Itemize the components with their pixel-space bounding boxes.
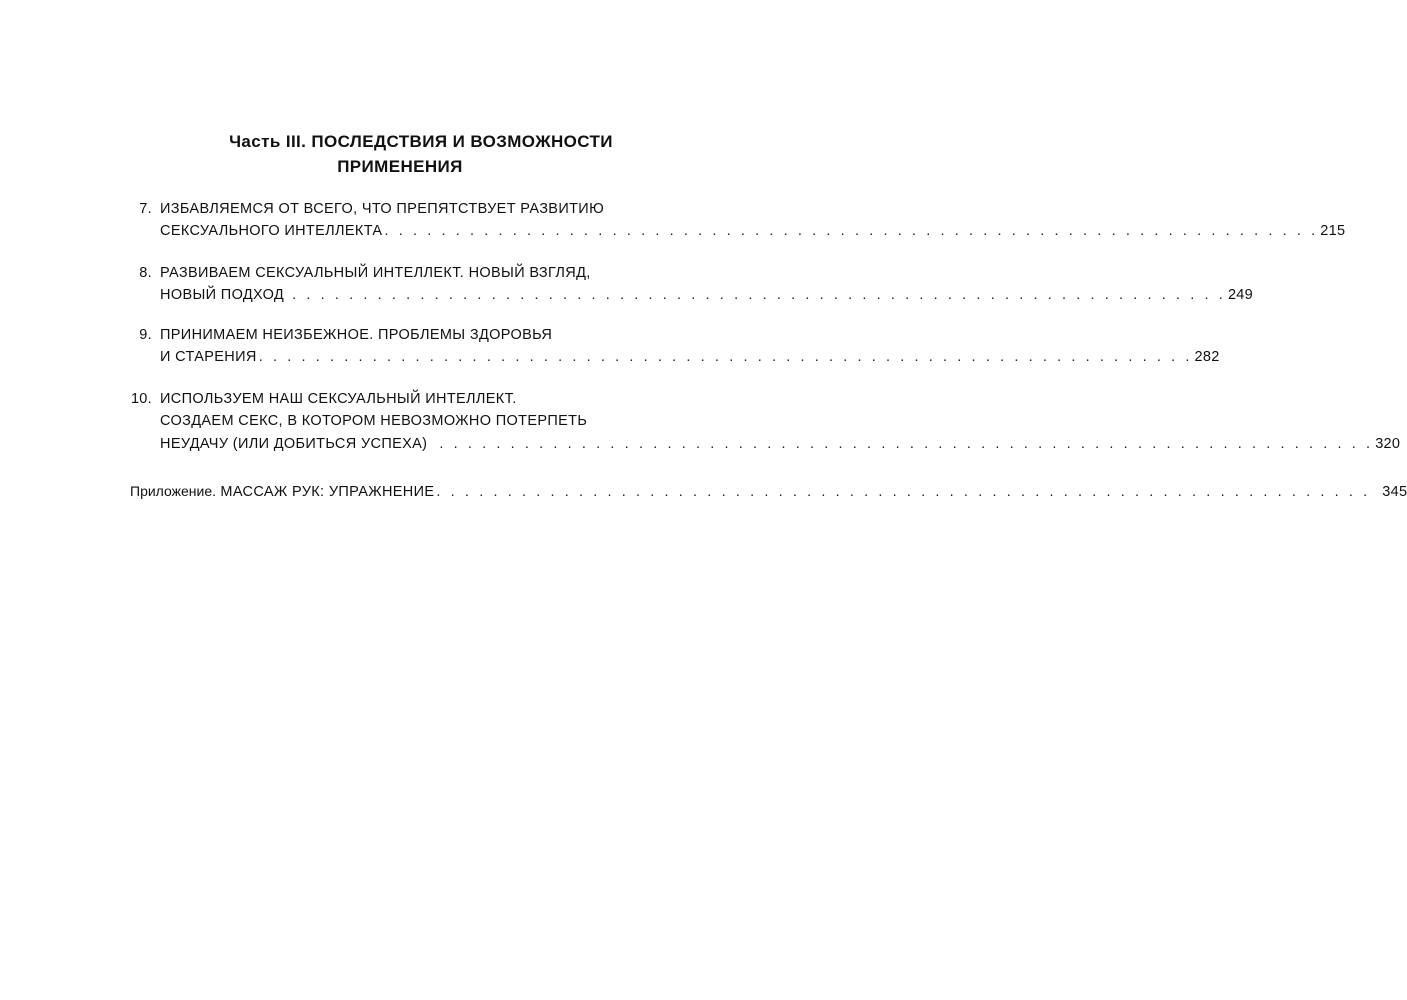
leader-dots: . . . . . . . . . . . . . . . . . . . . . . . . . . . . . . . . . . . . . . . . . . . . . . . . . . . . . . . . . . . . . . . . . . — [258, 349, 1193, 365]
leader-dots: . . . . . . . . . . . . . . . . . . . . . . . . . . . . . . . . . . . . . . . . . . . . . . . . . . . . . . . . . . . . . . . . . . — [436, 484, 1371, 500]
page-number: 215 — [1320, 223, 1346, 239]
leader-dots: . . . . . . . . . . . . . . . . . . . . . . . . . . . . . . . . . . . . . . . . . . . . . . . . . . . . . . . . . . . . . . . . . . — [292, 287, 1226, 303]
chapter-title-line: ИСПОЛЬЗУЕМ НАШ СЕКСУАЛЬНЫЙ ИНТЕЛЛЕКТ. — [160, 391, 517, 407]
chapter-title-last-line — [160, 284, 1254, 306]
page-number: 249 — [1227, 287, 1254, 303]
page-number: 282 — [1194, 349, 1220, 365]
chapter-title-text: СЕКСУАЛЬНОГО ИНТЕЛЛЕКТА — [160, 223, 383, 239]
chapter-title-last-line — [160, 220, 1346, 242]
chapter-title-text: НОВЫЙ ПОДХОД — [160, 287, 285, 303]
chapter-number: 8. — [139, 265, 152, 281]
chapter-title-line: РАЗВИВАЕМ СЕКСУАЛЬНЫЙ ИНТЕЛЛЕКТ. НОВЫЙ ВЗГЛЯД, — [160, 265, 591, 281]
leader-dots: . . . . . . . . . . . . . . . . . . . . . . . . . . . . . . . . . . . . . . . . . . . . . . . . . . . . . . . . . . . . . . . . . . — [439, 436, 1374, 452]
chapter-number: 9. — [139, 327, 152, 343]
chapter-title-last-line — [160, 433, 1401, 455]
chapter-title-line: ИЗБАВЛЯЕМСЯ ОТ ВСЕГО, ЧТО ПРЕПЯТСТВУЕТ РАЗВИТИЮ — [160, 201, 605, 217]
page-number: 320 — [1375, 436, 1401, 452]
part-title-line2: ПРИМЕНЕНИЯ — [337, 157, 463, 176]
appendix-title — [130, 480, 434, 503]
chapter-title-text: И СТАРЕНИЯ — [160, 349, 257, 365]
part-title-line1: Часть III. ПОСЛЕДСТВИЯ И ВОЗМОЖНОСТИ — [229, 132, 613, 151]
chapter-number: 10. — [130, 391, 152, 407]
toc-entry-appendix — [130, 480, 1407, 503]
page-number: 345 — [1382, 484, 1407, 500]
chapter-title-line: СОЗДАЕМ СЕКС, В КОТОРОМ НЕВОЗМОЖНО ПОТЕРПЕТЬ — [160, 413, 588, 429]
chapter-title-line: ПРИНИМАЕМ НЕИЗБЕЖНОЕ. ПРОБЛЕМЫ ЗДОРОВЬЯ — [160, 327, 553, 343]
chapter-title-last-line — [160, 346, 1220, 368]
leader-dots: . . . . . . . . . . . . . . . . . . . . . . . . . . . . . . . . . . . . . . . . . . . . . . . . . . . . . . . . . . . . . . . . . . — [384, 223, 1319, 239]
appendix-title-text: МАССАЖ РУК: УПРАЖНЕНИЕ — [220, 484, 435, 500]
chapter-number: 7. — [139, 201, 152, 217]
chapter-title-text: НЕУДАЧУ (ИЛИ ДОБИТЬСЯ УСПЕХА) — [160, 436, 428, 452]
appendix-label: Приложение. — [130, 483, 217, 499]
